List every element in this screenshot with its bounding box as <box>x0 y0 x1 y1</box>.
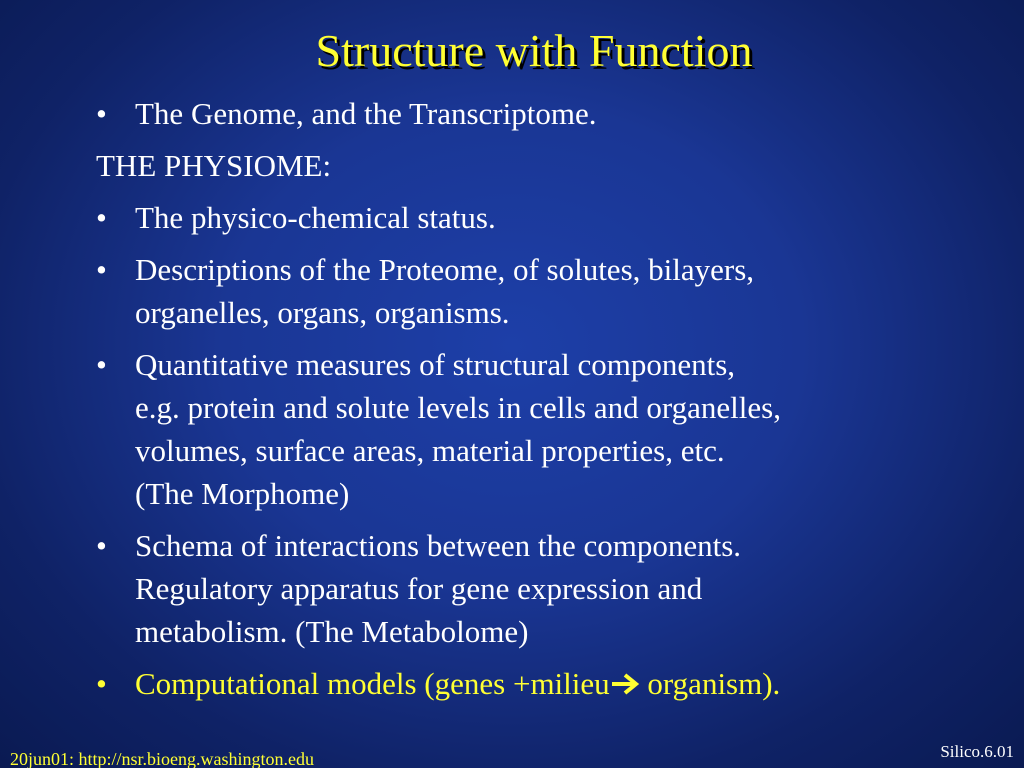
bullet-line: metabolism. (The Metabolome) <box>135 614 529 649</box>
bullet-icon: • <box>96 96 107 131</box>
bullet-text-after: organism). <box>639 666 781 701</box>
slide-number: Silico.6.01 <box>940 742 1014 761</box>
bullet-line: Schema of interactions between the components. <box>135 528 742 563</box>
bullet-icon: • <box>96 666 107 701</box>
slide-title: Structure with Function <box>315 25 753 76</box>
bullet-item-physico-chemical <box>96 196 996 239</box>
bullet-item-morphome <box>96 343 996 515</box>
bullet-icon: • <box>96 347 107 382</box>
footer-url: 20jun01: http://nsr.bioeng.washington.edu <box>10 749 314 768</box>
bullet-text: The Genome, and the Transcriptome. <box>135 96 597 131</box>
bullet-line: Descriptions of the Proteome, of solutes, bilayers, <box>135 252 755 287</box>
bullet-line: Quantitative measures of structural components, <box>135 347 736 382</box>
bullet-item-genome <box>96 92 996 135</box>
bullet-icon: • <box>96 528 107 563</box>
bullet-text: The physico-chemical status. <box>135 200 496 235</box>
bullet-line: volumes, surface areas, material properties, etc. <box>135 433 725 468</box>
bullet-icon: • <box>96 252 107 287</box>
bullet-line: organelles, organs, organisms. <box>135 295 510 330</box>
section-heading-physiome: THE PHYSIOME: <box>96 148 332 183</box>
bullet-item-proteome <box>96 248 996 334</box>
bullet-line: Regulatory apparatus for gene expression and <box>135 571 703 606</box>
bullet-item-metabolome <box>96 524 996 653</box>
bullet-line: e.g. protein and solute levels in cells and organelles, <box>135 390 781 425</box>
slide-body <box>96 92 996 714</box>
bullet-icon: • <box>96 200 107 235</box>
bullet-line: (The Morphome) <box>135 476 350 511</box>
bullet-item-computational-models <box>96 662 996 705</box>
bullet-text-before: Computational models (genes +milieu <box>135 666 610 701</box>
right-arrow-icon <box>610 672 640 696</box>
